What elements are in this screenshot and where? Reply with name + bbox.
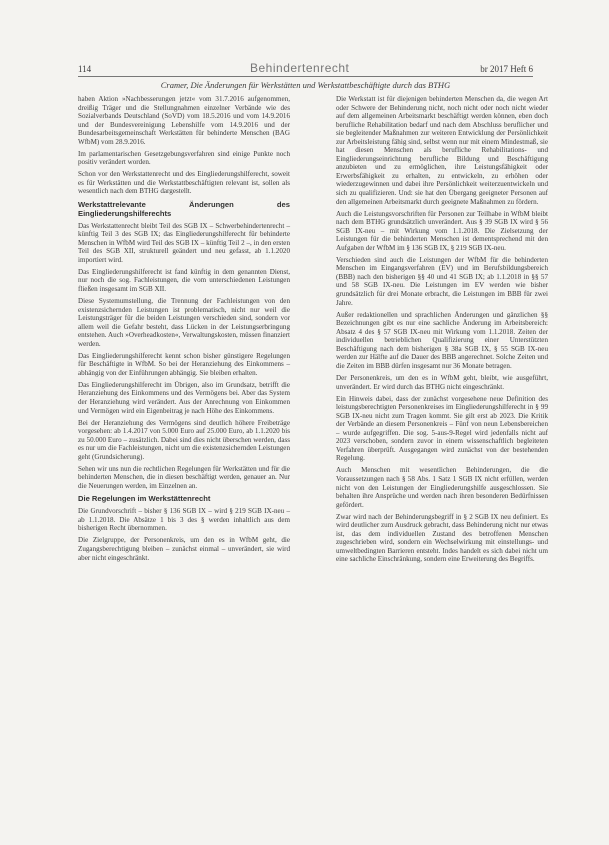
journal-title: Behindertenrecht — [250, 61, 350, 75]
paragraph: Im parlamentarischen Gesetzgebungsverfahren sind einige Punkte noch positiv verändert worden. — [78, 149, 290, 167]
paragraph: Außer redaktionellen und sprachlichen Änderungen und gänzlichen §§ Bezeichnungen gibt es nur eine sachliche Änderung im Arbeitsbereich: Absatz 4 des § 57 SGB IX-neu mit Wirkung vom 1.1.2018. Zeiten der individuellen betrieblichen Qualifizierung einer Unterstützten Beschäftigung nach dem bisherigen § 38a SGB IX, § 55 SGB IX-neu werden zur Hälfte auf die Dauer des BBB angerechnet. Solche Zeiten und die Zeiten im BBB dürfen insgesamt nur 36 Monate betragen. — [336, 310, 548, 370]
issue-label: br 2017 Heft 6 — [480, 64, 533, 74]
paragraph: Der Personenkreis, um den es in WfbM geht, bleibt, wie ausgeführt, unverändert. Er wird durch das BTHG nicht eingeschränkt. — [336, 373, 548, 391]
header-rule — [78, 76, 533, 77]
section-heading: Die Regelungen im Werkstättenrecht — [78, 494, 211, 504]
paragraph: Bei der Heranziehung des Vermögens sind deutlich höhere Freibeträge vorgesehen: ab 1.4.2017 von 5.000 Euro auf 25.000 Euro, ab 1.1.2020 bis zu 50.000 Euro – zusätzlich. Dabei sind dies nicht überschen werden, dass es nur um die Fachleistungen, nicht um die existenzsichernden Leistungen geht (Grundsicherung). — [78, 418, 290, 461]
running-header — [78, 62, 533, 76]
paragraph: Das Eingliederungshilferecht ist fand künftig in dem genannten Dienst, nur noch die sog. Fachleistungen, die vom unterschiedenen Leistungen fließen insgesamt im SGB XII. — [78, 267, 290, 293]
paragraph: haben Aktion »Nachbesserungen jetzt« vom 31.7.2016 aufgenommen, dreißig Träger und die Stellungnahmen einzelner Verbände wie des Sozialverbands Deutschland (SoVD) vom 18.5.2016 und vom 14.9.2016 und der Bundesvereinigung Lebenshilfe vom 14.9.2016 und der Bundesarbeitsgemeinschaft Werkstätten für behinderte Menschen (BAG WfbM) vom 28.9.2016. — [78, 95, 290, 146]
paragraph: Die Grundvorschrift – bisher § 136 SGB IX – wird § 219 SGB IX-neu – ab 1.1.2018. Die Absätze 1 bis 3 des § werden inhaltlich aus dem bisherigen Recht übernommen. — [78, 507, 290, 533]
paragraph: Auch Menschen mit wesentlichen Behinderungen, die die Voraussetzungen nach § 58 Abs. 1 Satz 1 SGB IX nicht erfüllen, werden nicht von den Leistungen der Eingliederungshilfe ausgeschlossen. Sie behalten ihre Ansprüche und werden nach ihren besonderen Bedürfnissen gefördert. — [336, 466, 548, 509]
paragraph: Das Werkstattenrecht bleibt Teil des SGB IX – Schwerbehindertenrecht – künftig Teil 3 des SGB IX; das Eingliederungshilferecht für behinderte Menschen in WfbM wird Teil des SGB IX – künftig Teil 2 –, in den ersten Teil des SGB XII, strukturell geändert und neu gefasst, ab 1.1.2020 importiert wird. — [78, 221, 290, 264]
paragraph: Auch die Leistungsvorschriften für Personen zur Teilhabe in WfbM bleibt nach dem BTHG grundsätzlich unverändert. Aus § 39 SGB IX wird § 56 SGB IX-neu – mit Wirkung vom 1.1.2018. Die Zielsetzung der Leistungen für die behinderten Menschen ist dementsprechend mit den Aufgaben der WfbM im § 136 SGB IX, § 219 SGB IX-neu. — [336, 209, 548, 252]
page-number: 114 — [78, 64, 92, 74]
paragraph: Das Eingliederungshilferecht im Übrigen, also im Grundsatz, betrifft die Heranziehung des Einkommens und des Vermögens bei. Aber das System der Heranziehung wird verändert. Aus der Anrechnung von Einkommen und Vermögen wird ein Eigenbeitrag je nach Höhe des Einkommens. — [78, 380, 290, 415]
paragraph: Zwar wird nach der Behinderungsbegriff in § 2 SGB IX neu definiert. Es wird deutlicher zum Ausdruck gebracht, dass Behinderung nicht nur etwas ist, das dem individuellen Zustand des betroffenen Menschen zugeschrieben wird, sondern ein Wechselwirkung mit einstellungs- und umweltbedingten Barrieren entsteht. Indes handelt es sich dabei nicht um eine sachliche Einschränkung, sondern eine Erweiterung des Begriffs. — [336, 512, 548, 564]
paragraph: Die Zielgruppe, der Personenkreis, um den es in WfbM geht, die Zugangsberechtigung bleiben – zunächst einmal – unverändert, sie wird aber nicht eingeschränkt. — [78, 536, 290, 562]
section-heading: Werkstattrelevante Änderungen des Eingliederungshilferechts — [78, 200, 290, 218]
article-title: Cramer, Die Änderungen für Werkstätten und Werkstattbeschäftigte durch das BTHG — [160, 80, 451, 90]
paragraph: Das Eingliederungshilferecht kennt schon bisher günstigere Regelungen für Beschäftigte in WfbM. So bei der Heranziehung des Einkommens – abhängig von der Einführungen abhängig. Sie bleiben erhalten. — [78, 351, 290, 377]
right-column — [336, 95, 548, 567]
left-column — [78, 95, 290, 566]
paragraph: Ein Hinweis dabei, dass der zunächst vorgesehene neue Definition des leistungsberechtigten Personenkreises im Eingliederungshilferecht in § 99 SGB IX-neu nicht zum Tragen kommt. Sie gilt erst ab 2023. Die Kritik der Verbände an diesem Personenkreis – Fünf von neun Lebensbereichen – wurde aufgegriffen. Die sog. 5-aus-9-Regel wird jedenfalls nicht auf 2023 verschoben, sondern zuvor in einem wissenschaftlich begleiteten Verfahren überprüft. Ausgegangen wird zunächst von der bestehenden Regelung. — [336, 394, 548, 463]
paragraph: Verschieden sind auch die Leistungen der WfbM für die behinderten Menschen im Eingangsverfahren (EV) und im Berufsbildungsbereich (BBB) nach den bisherigen §§ 40 und 41 SGB IX; ab 1.1.2018 in §§ 57 und 58 SGB IX-neu. Die Leistungen im EV werden wie bisher grundsätzlich für drei Monate erbracht, die Leistungen im BBB für zwei Jahre. — [336, 255, 548, 307]
paragraph: Schon vor den Werkstattenrecht und des Eingliederungshilferecht, soweit es für Werkstätten und die Werkstattbeschäftigten relevant ist, sollen als wesentlich nach dem BTHG dargestellt. — [78, 170, 290, 196]
paragraph: Diese Systemumstellung, die Trennung der Fachleistungen von den existenzsichernden Leistungen ist problematisch, nicht nur weil die Leistungsträger für die beiden Leistungen verschieden sind, sondern vor allem weil die Gefahr besteht, dass Lücken in der Leistungserbringung entstehen. Auch »Overheadkosten«, Verwaltungskosten, müssen finanziert werden. — [78, 296, 290, 348]
paragraph: Die Werkstatt ist für diejenigen behinderten Menschen da, die wegen Art oder Schwere der Behinderung nicht, noch nicht oder noch nicht wieder auf dem allgemeinen Arbeitsmarkt beschäftigt werden können, eben doch berufliche Rehabilitation bedarf und nach dem Abschluss beruflicher und sie begleitender Maßnahmen zur weiteren Entwicklung der Persönlichkeit zur Arbeitsleistung fähig sind, selbst wenn nur mit einem Mindestmaß, sie hat diesen Menschen als berufliche Rehabilitations- und Eingliederungseinrichtung berufliche Bildung und Beschäftigung anzubieten und zu ermöglichen, ihre Leistungsfähigkeit oder Erwerbsfähigkeit zu erhalten, zu entwickeln, zu erhöhen oder wiederzugewinnen und dabei ihre Persönlichkeit weiterzuentwickeln und sich zu qualifizieren. Und: sie hat den Übergang geeigneter Personen auf den allgemeinen Arbeitsmarkt durch geeignete Maßnahmen zu fördern. — [336, 95, 548, 206]
paragraph: Sehen wir uns nun die rechtlichen Regelungen für Werkstätten und für die behinderten Menschen, die in diesen beschäftigt werden, genauer an. Nur die Neuerungen werden, im Einzelnen an. — [78, 464, 290, 490]
